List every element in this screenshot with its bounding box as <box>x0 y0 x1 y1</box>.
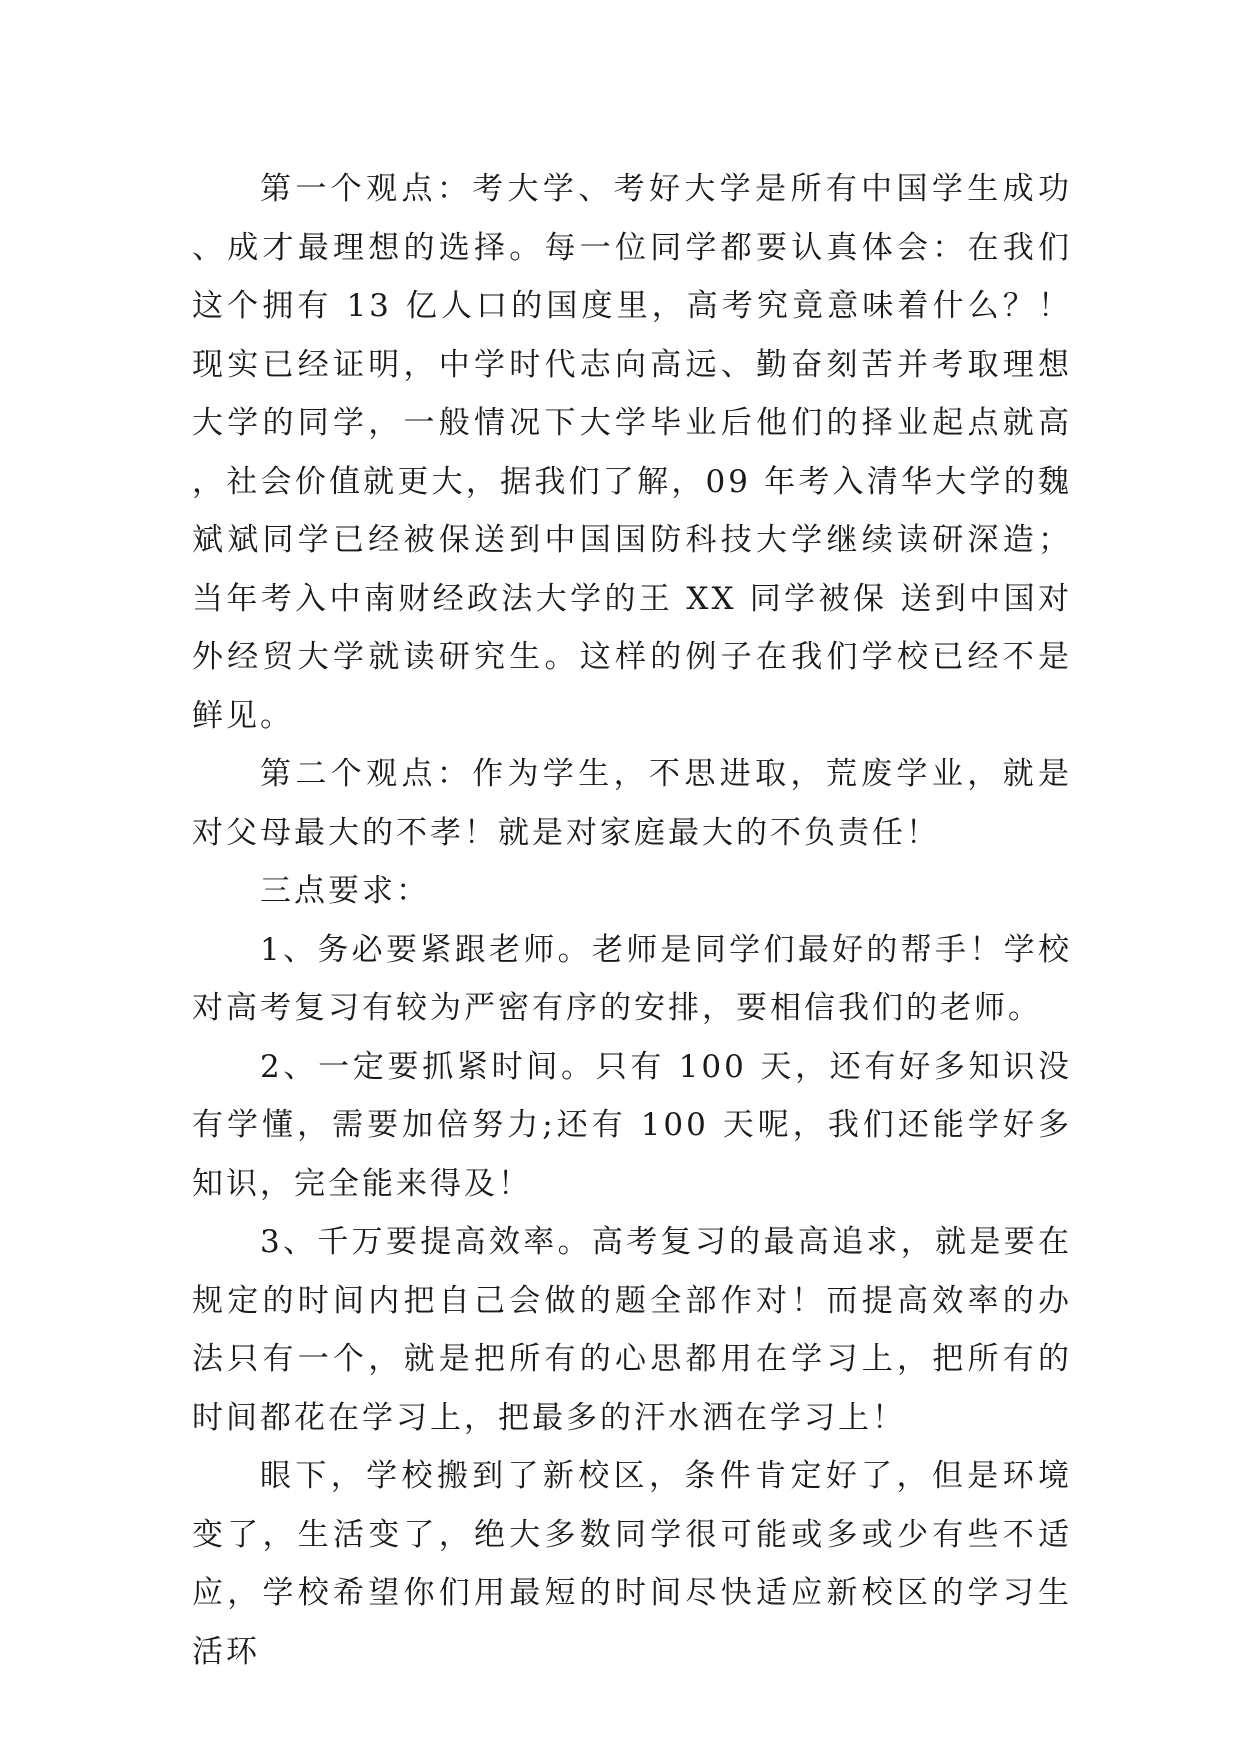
document-body <box>192 160 1072 1681</box>
paragraph-new-campus: 眼下，学校搬到了新校区，条件肯定好了，但是环境变了，生活变了，绝大多数同学很可能或多或少有些不适应，学校希望你们用最短的时间尽快适应新校区的学习生活环 <box>192 1458 1072 1670</box>
paragraph-viewpoint-one: 第一个观点：考大学、考好大学是所有中国学生成功、成才最理想的选择。每一位同学都要认真体会：在我们这个拥有 13 亿人口的国度里，高考究竟意味着什么？！现实已经证明，中学时代志向高远、勤奋刻苦并考取理想大学的同学，一般情况下大学毕业后他们的择业起点就高，社会价值就更大，据我们了解，09 年考入清华大学的魏斌斌同学已经被保送到中国国防科技大学继续读研深造；当年考入中南财经政法大学的王 XX 同学被保 送到中国对外经贸大学就读研究生。这样的例子在我们学校已经不是鲜见。 <box>192 171 1072 734</box>
paragraph-requirement-three: 3、千万要提高效率。高考复习的最高追求，就是要在规定的时间内把自己会做的题全部作对！而提高效率的办法只有一个，就是把所有的心思都用在学习上，把所有的时间都花在学习上，把最多的汗水洒在学习上！ <box>192 1224 1072 1436</box>
paragraph-requirements-heading: 三点要求： <box>260 873 430 909</box>
paragraph-requirement-two: 2、一定要抓紧时间。只有 100 天，还有好多知识没有学懂，需要加倍努力;还有 100 天呢，我们还能学好多知识，完全能来得及！ <box>192 1048 1072 1202</box>
paragraph-requirement-one: 1、务必要紧跟老师。老师是同学们最好的帮手！学校对高考复习有较为严密有序的安排，要相信我们的老师。 <box>192 931 1072 1026</box>
paragraph-viewpoint-two: 第二个观点：作为学生，不思进取，荒废学业，就是对父母最大的不孝！就是对家庭最大的不负责任！ <box>192 756 1072 851</box>
